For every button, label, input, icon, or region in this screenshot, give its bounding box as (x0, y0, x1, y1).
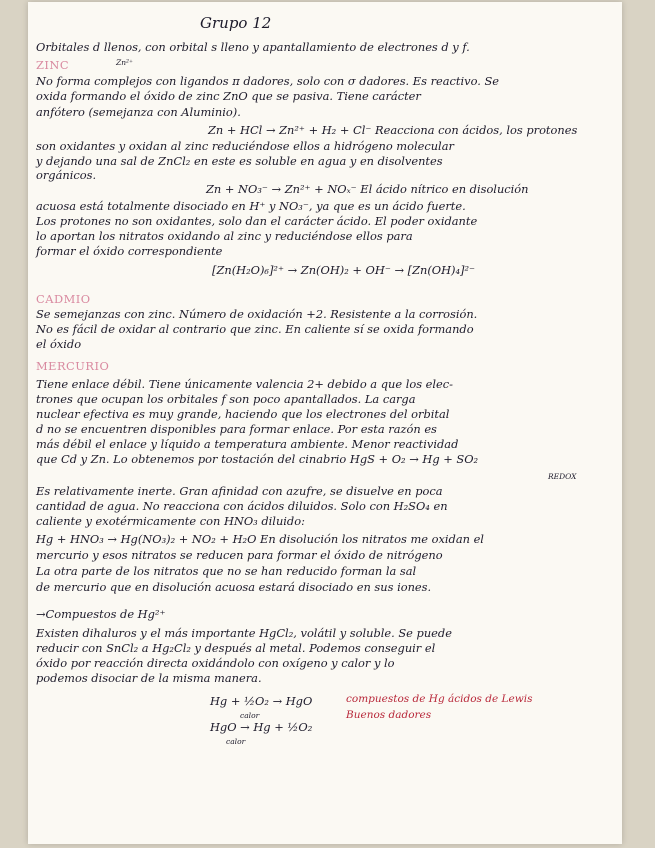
zinc-line: oxida formando el óxido de zinc ZnO que se pasiva. Tiene carácter (36, 89, 421, 103)
zinc-ion-label: Zn²⁺ (116, 58, 134, 67)
notebook-page (28, 2, 622, 844)
mercurio-line: Es relativamente inerte. Gran afinidad con azufre, se disuelve en poca (36, 484, 443, 498)
cadmio-line: Se semejanzas con zinc. Número de oxidación +2. Resistente a la corrosión. (36, 307, 478, 321)
zinc-line: son oxidantes y oxidan al zinc reduciéndose ellos a hidrógeno molecular (36, 139, 454, 153)
hg-decomposition-equation: HgO → Hg + ½O₂ (210, 720, 313, 734)
calor-label: calor (226, 737, 246, 746)
intro-line: Orbitales d llenos, con orbital s lleno y apantallamiento de electrones d y f. (36, 40, 470, 54)
zinc-line: Los protones no son oxidantes, solo dan el carácter ácido. El poder oxidante (36, 214, 478, 228)
zinc-equation: Zn + HCl → Zn²⁺ + H₂ + Cl⁻ Reacciona con ácidos, los protones (208, 123, 578, 137)
compuestos-line: podemos disociar de la misma manera. (36, 671, 262, 685)
dadores-note: Buenos dadores (346, 709, 432, 721)
zinc-line: acuosa está totalmente disociado en H⁺ y NO₃⁻, ya que es un ácido fuerte. (36, 199, 466, 213)
mercurio-line: de mercurio que en disolución acuosa estará disociado en sus iones. (36, 580, 432, 594)
mercurio-line: que Cd y Zn. Lo obtenemos por tostación del cinabrio HgS + O₂ → Hg + SO₂ (36, 452, 479, 466)
mercurio-line: La otra parte de los nitratos que no se han reducido forman la sal (36, 564, 417, 578)
mercurio-heading: MERCURIO (36, 359, 110, 373)
page-title: Grupo 12 (200, 14, 272, 32)
cadmio-heading: CADMIO (36, 292, 91, 306)
hg-oxidation-equation: Hg + ½O₂ → HgO (210, 694, 313, 708)
compuestos-line: Existen dihaluros y el más importante HgCl₂, volátil y soluble. Se puede (36, 626, 452, 640)
cadmio-line: el óxido (36, 337, 82, 351)
zinc-line: y dejando una sal de ZnCl₂ en este es soluble en agua y en disolventes (36, 154, 443, 168)
mercurio-line: caliente y exotérmicamente con HNO₃ diluido: (36, 514, 305, 528)
compuestos-heading: →Compuestos de Hg²⁺ (36, 607, 166, 621)
compuestos-line: reducir con SnCl₂ a Hg₂Cl₂ y después al metal. Podemos conseguir el (36, 641, 436, 655)
zinc-equation: Zn + NO₃⁻ → Zn²⁺ + NOₓ⁻ El ácido nítrico en disolución (206, 182, 529, 196)
mercurio-line: Tiene enlace débil. Tiene únicamente valencia 2+ debido a que los elec- (36, 377, 454, 391)
calor-label: calor (240, 711, 260, 720)
zinc-line: No forma complejos con ligandos π dadores, solo con σ dadores. Es reactivo. Se (36, 74, 500, 88)
mercurio-line: cantidad de agua. No reacciona con ácidos diluidos. Solo con H₂SO₄ en (36, 499, 448, 513)
mercurio-line: nuclear efectiva es muy grande, haciendo que los electrones del orbital (36, 407, 450, 421)
mercurio-equation: Hg + HNO₃ → Hg(NO₃)₂ + NO₂ + H₂O En disolución los nitratos me oxidan el (36, 532, 484, 546)
zinc-line: lo aportan los nitratos oxidando al zinc y reduciéndose ellos para (36, 229, 413, 243)
mercurio-line: más débil el enlace y líquido a temperatura ambiente. Menor reactividad (36, 437, 459, 451)
zinc-line: anfótero (semejanza con Aluminio). (36, 105, 241, 119)
zinc-line: formar el óxido correspondiente (36, 244, 223, 258)
compuestos-line: óxido por reacción directa oxidándolo con oxígeno y calor y lo (36, 656, 395, 670)
mercurio-line: trones que ocupan los orbitales f son poco apantallados. La carga (36, 392, 416, 406)
redox-label: REDOX (548, 472, 577, 481)
mercurio-line: d no se encuentren disponibles para formar enlace. Por esta razón es (36, 422, 437, 436)
cadmio-line: No es fácil de oxidar al contrario que zinc. En caliente sí se oxida formando (36, 322, 474, 336)
zinc-heading: ZINC (36, 58, 70, 72)
zinc-line: orgánicos. (36, 168, 97, 182)
mercurio-line: mercurio y esos nitratos se reducen para formar el óxido de nitrógeno (36, 548, 443, 562)
zinc-equation: [Zn(H₂O)₆]²⁺ → Zn(OH)₂ + OH⁻ → [Zn(OH)₄]²⁻ (212, 263, 476, 277)
lewis-note: compuestos de Hg ácidos de Lewis (346, 693, 533, 705)
